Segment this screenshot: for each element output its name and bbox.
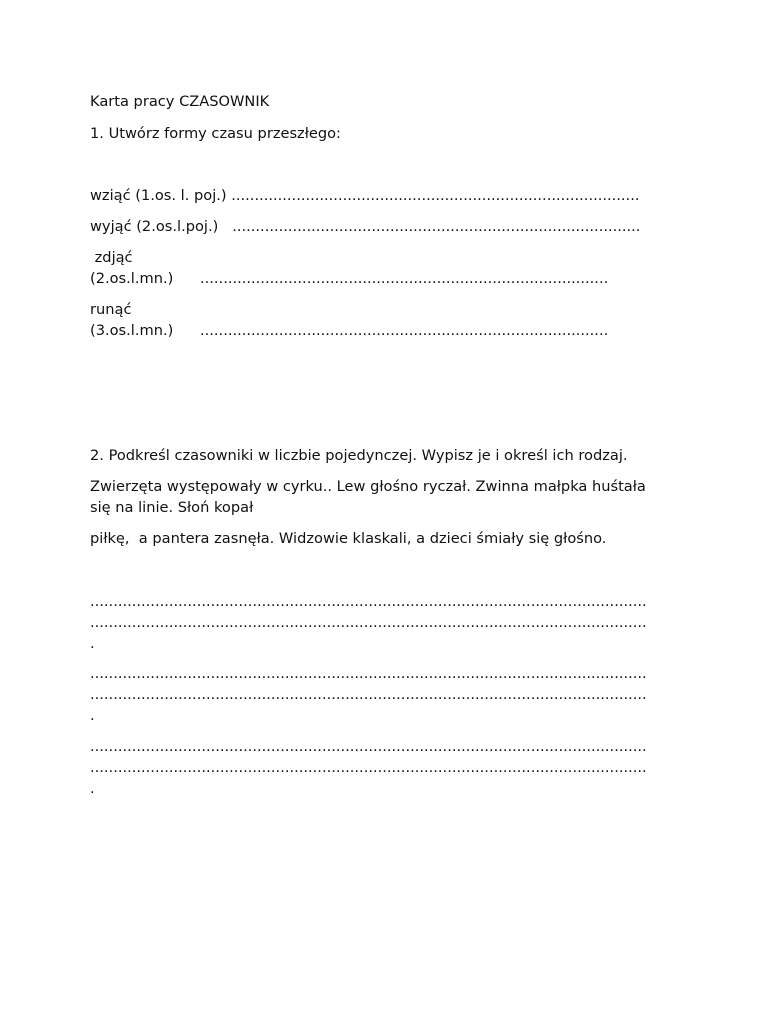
task2-instruction: 2. Podkreśl czasowniki w liczbie pojedynczej. Wypisz je i określ ich rodzaj. bbox=[90, 447, 628, 464]
task1-item-runac: runąć bbox=[90, 301, 132, 318]
answer-dotted-line: ........................................................................................................................ bbox=[90, 759, 647, 776]
verb-label: wyjąć (2.os.l.poj.) bbox=[90, 218, 219, 235]
task1-item-wziac bbox=[90, 185, 659, 206]
form-label: (3.os.l.mn.) bbox=[90, 322, 174, 339]
answer-blank: ........................................................................................ bbox=[231, 187, 640, 204]
answer-line-end: . bbox=[90, 707, 95, 724]
task1-item-runac-form bbox=[90, 320, 609, 341]
answer-dotted-line: ........................................................................................................................ bbox=[90, 738, 647, 755]
answer-blank: ........................................................................................ bbox=[200, 270, 609, 287]
verb-label: wziąć (1.os. l. poj.) bbox=[90, 187, 227, 204]
answer-line-end: . bbox=[90, 780, 95, 797]
answer-dotted-line: ........................................................................................................................ bbox=[90, 665, 647, 682]
answer-dotted-line: ........................................................................................................................ bbox=[90, 614, 647, 631]
answer-line-end: . bbox=[90, 635, 95, 652]
answer-blank: ........................................................................................ bbox=[232, 218, 641, 235]
answer-blank: ........................................................................................ bbox=[200, 322, 609, 339]
task1-item-zdjac: zdjąć bbox=[90, 249, 133, 266]
task1-instruction: 1. Utwórz formy czasu przeszłego: bbox=[90, 125, 341, 142]
task1-item-wyjac bbox=[90, 216, 662, 237]
task2-text-line1: Zwierzęta występowały w cyrku.. Lew głośno ryczał. Zwinna małpka huśtała bbox=[90, 478, 646, 495]
form-label: (2.os.l.mn.) bbox=[90, 270, 174, 287]
answer-dotted-line: ........................................................................................................................ bbox=[90, 593, 647, 610]
task1-item-zdjac-form bbox=[90, 268, 609, 289]
task2-text-line3: piłkę, a pantera zasnęła. Widzowie klaskali, a dzieci śmiały się głośno. bbox=[90, 530, 607, 547]
worksheet-title: Karta pracy CZASOWNIK bbox=[90, 93, 270, 110]
task2-text-line2: się na linie. Słoń kopał bbox=[90, 499, 254, 516]
answer-dotted-line: ........................................................................................................................ bbox=[90, 686, 647, 703]
